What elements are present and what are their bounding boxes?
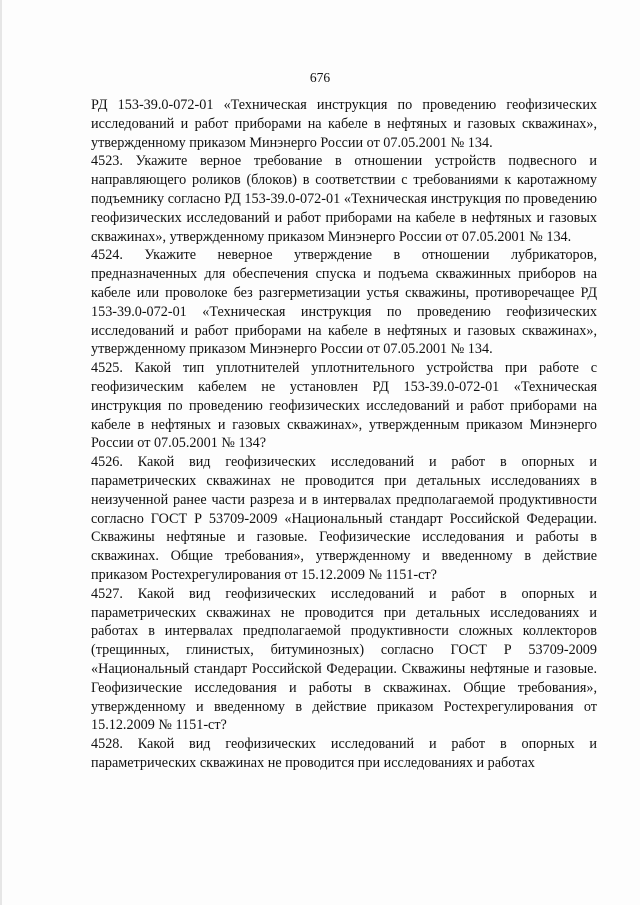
question-4523: 4523. Укажите верное требование в отношении устройств подвесного и направляющего роликов (блоков) в соответствии с требованиями к каротажному подъемнику согласно РД 153-39.0-072-01 «Техническая инструкция по проведению геофизических исследований и работ приборами на кабеле в нефтяных и газовых скважинах», утвержденному приказом Минэнерго России от 07.05.2001 № 134. xyxy=(91,153,597,245)
question-4526: 4526. Какой вид геофизических исследований и работ в опорных и параметрических скважинах не проводится при детальных исследованиях в неизученной ранее части разреза и в интервалах предполагаемой продуктивности согласно ГОСТ Р 53709-2009 «Национальный стандарт Российской Федерации. Скважины нефтяные и газовые. Геофизические исследования и работы в скважинах. Общие требования», утвержденному и введенному в действие приказом Ростехрегулирования от 15.12.2009 № 1151-ст? xyxy=(91,454,597,583)
page-number: 676 xyxy=(309,70,331,85)
question-4525: 4525. Какой тип уплотнителей уплотнительного устройства при работе с геофизическим кабелем не установлен РД 153-39.0-072-01 «Техническая инструкция по проведению геофизических исследований и работ приборами на кабеле в нефтяных и газовых скважинах», утвержденным приказом Минэнерго России от 07.05.2001 № 134? xyxy=(91,360,597,452)
question-4527: 4527. Какой вид геофизических исследований и работ в опорных и параметрических скважинах не проводится при детальных исследованиях и работах в интервалах предполагаемой продуктивности сложных коллекторов (трещинных, глинистых, битуминозных) согласно ГОСТ Р 53709-2009 «Национальный стандарт Российской Федерации. Скважины нефтяные и газовые. Геофизические исследования и работы в скважинах. Общие требования», утвержденному и введенному в действие приказом Ростехрегулирования от 15.12.2009 № 1151-ст? xyxy=(91,585,597,734)
question-4528: 4528. Какой вид геофизических исследований и работ в опорных и параметрических скважинах не проводится при исследованиях и работах xyxy=(91,736,597,771)
document-body xyxy=(91,96,597,773)
paragraph-continuation: РД 153-39.0-072-01 «Техническая инструкция по проведению геофизических исследований и работ приборами на кабеле в нефтяных и газовых скважинах», утвержденному приказом Минэнерго России от 07.05.2001 № 134. xyxy=(91,97,597,151)
question-4524: 4524. Укажите неверное утверждение в отношении лубрикаторов, предназначенных для обеспечения спуска и подъема скважинных приборов на кабеле или проволоке без разгерметизации устья скважины, противоречащее РД 153-39.0-072-01 «Техническая инструкция по проведению геофизических исследований и работ приборами на кабеле в нефтяных и газовых скважинах», утвержденному приказом Минэнерго России от 07.05.2001 № 134. xyxy=(91,247,597,358)
